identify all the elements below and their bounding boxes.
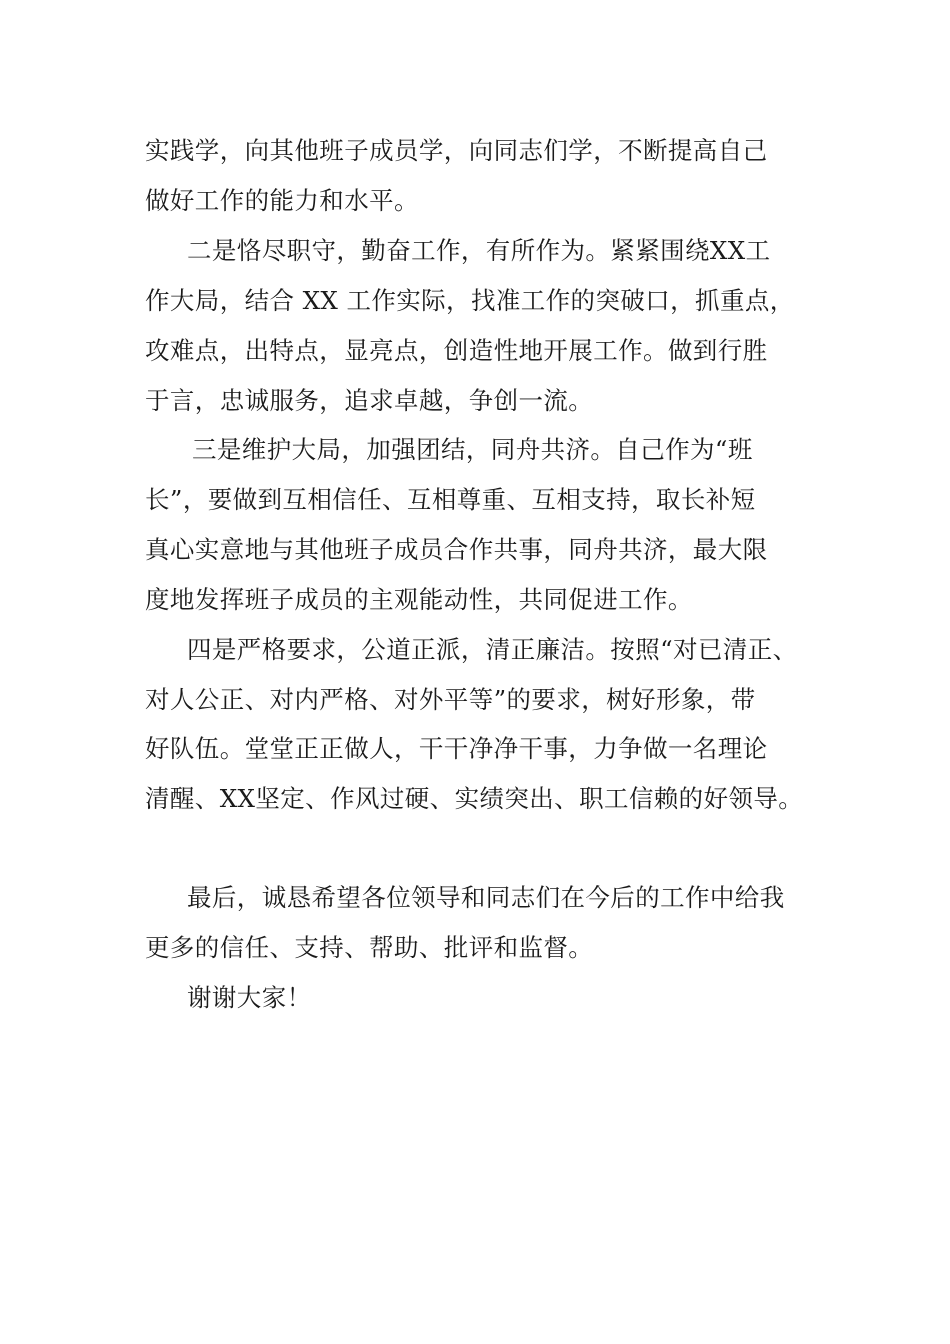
closing-line: 谢谢大家！ <box>187 983 312 1012</box>
text-line: 对人公正、对内严格、对外平等”的要求，树好形象，带 <box>145 685 756 714</box>
text-line: 最后，诚恳希望各位领导和同志们在今后的工作中给我 <box>187 883 785 912</box>
text-line: 实践学，向其他班子成员学，向同志们学，不断提高自己 <box>145 136 768 165</box>
text-line: 攻难点，出特点，显亮点，创造性地开展工作。做到行胜 <box>145 336 768 365</box>
text-line: 于言，忠诚服务，追求卓越，争创一流。 <box>145 386 594 415</box>
text-line: 二是恪尽职守，勤奋工作，有所作为。紧紧围绕XX工 <box>187 236 771 265</box>
text-line: 清醒、XX坚定、作风过硬、实绩突出、职工信赖的好领导。 <box>145 784 804 813</box>
text-line: 度地发挥班子成员的主观能动性，共同促进工作。 <box>145 585 693 614</box>
text-line: 做好工作的能力和水平。 <box>145 186 419 215</box>
text-line: 四是严格要求，公道正派，清正廉洁。按照“对已清正、 <box>187 635 798 664</box>
text-line: 更多的信任、支持、帮助、批评和监督。 <box>145 933 594 962</box>
text-line: 三是维护大局，加强团结，同舟共济。自己作为“班 <box>192 435 753 464</box>
text-line: 作大局，结合 XX 工作实际，找准工作的突破口，抓重点， <box>145 286 795 315</box>
text-line: 好队伍。堂堂正正做人，干干净净干事，力争做一名理论 <box>145 734 768 763</box>
text-line: 真心实意地与其他班子成员合作共事，同舟共济，最大限 <box>145 535 768 564</box>
text-line: 长”，要做到互相信任、互相尊重、互相支持，取长补短 <box>145 485 756 514</box>
